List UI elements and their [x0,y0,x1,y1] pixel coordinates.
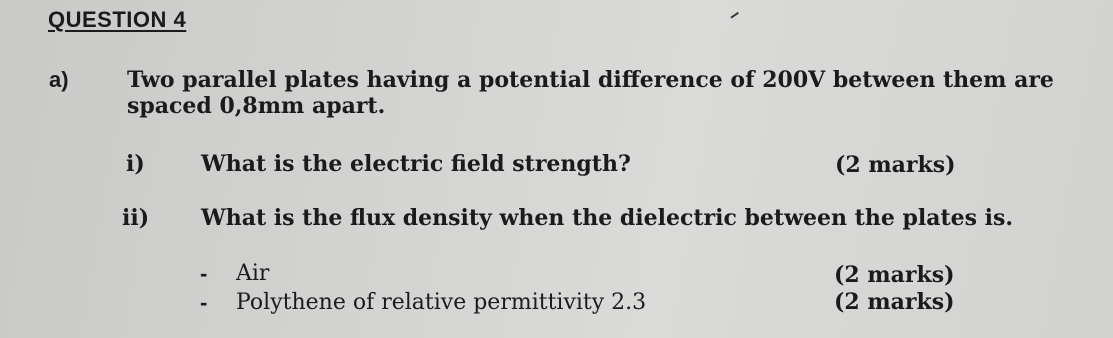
sub-i-text: What is the electric field strength? [201,151,631,177]
list-item-marks: (2 marks) [834,262,955,288]
list-item-bullet: - [200,261,208,286]
sub-i-marks: (2 marks) [835,152,956,178]
sub-ii-label: ii) [122,205,150,231]
list-item-bullet: - [200,290,208,315]
question-heading: QUESTION 4 [48,7,187,32]
part-a-text-line1: Two parallel plates having a potential difference of 200V between them are [127,67,1054,93]
sub-i-label: i) [126,151,145,177]
list-item-text: Air [236,261,270,286]
list-item-text: Polythene of relative permittivity 2.3 [236,290,647,315]
part-a-text-line2: spaced 0,8mm apart. [127,93,386,119]
sub-ii-text: What is the flux density when the dielectric between the plates is. [201,205,1014,231]
part-a-label: a) [49,67,69,92]
list-item-marks: (2 marks) [834,289,955,315]
pen-mark [730,12,740,21]
